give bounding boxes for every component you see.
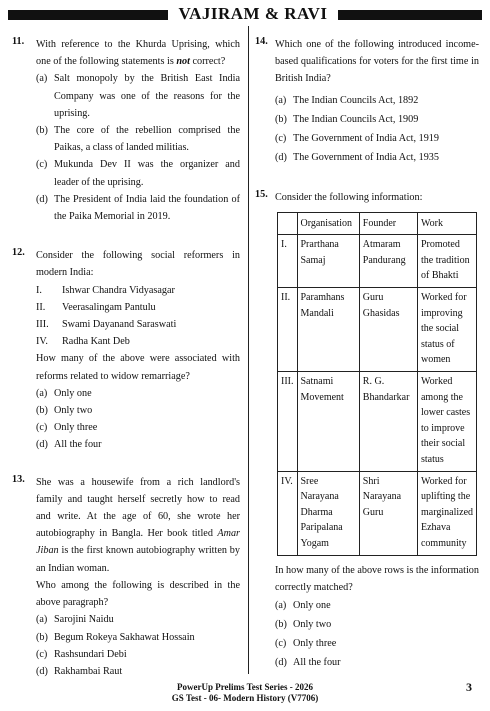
- stem-text: Consider the following information:: [275, 191, 423, 203]
- founder-cell: Shri Narayana Guru: [359, 471, 417, 555]
- book-title: Amar Jiban: [36, 528, 240, 557]
- option-c: (c) Only three: [275, 638, 337, 650]
- header-bar-left: [8, 10, 168, 20]
- list-item: IV. Radha Kant Deb: [36, 336, 130, 348]
- header-bar-right: [338, 10, 482, 20]
- organisation-cell: Paramhans Mandali: [297, 288, 359, 372]
- page-header: [8, 6, 482, 24]
- organisation-cell: Prarthana Samaj: [297, 235, 359, 288]
- question-stem: [36, 36, 240, 225]
- option-d: (d) All the four: [36, 439, 102, 451]
- organisation-cell: Sree Narayana Dharma Paripalana Yogam: [297, 471, 359, 555]
- brand-title: VAJIRAM & RAVI: [178, 4, 328, 23]
- list-item: I. Ishwar Chandra Vidyasagar: [36, 284, 175, 296]
- question-number: 13.: [12, 473, 25, 485]
- question-text: Who among the following is described in the above paragraph?: [36, 579, 240, 609]
- option-d: (d) The Government of India Act, 1935: [275, 151, 439, 163]
- question-12: [12, 247, 240, 453]
- list-item: III. Swami Dayanand Saraswati: [36, 319, 177, 331]
- question-text: In how many of the above rows is the information correctly matched?: [275, 564, 479, 594]
- option-b: (b) Only two: [36, 405, 93, 417]
- question-stem: [275, 36, 479, 167]
- table-row: [278, 288, 477, 372]
- info-table: [277, 212, 477, 556]
- work-cell: Worked among the lower castes to improve their social status: [417, 372, 476, 471]
- option-a: (a) Sarojini Naidu: [36, 614, 114, 626]
- table-header-row: [278, 212, 477, 234]
- option-c: (c) The Government of India Act, 1919: [275, 132, 439, 144]
- question-number: 15.: [255, 188, 268, 200]
- page-number: 3: [466, 680, 472, 694]
- row-number: III.: [278, 372, 298, 471]
- option-d: (d) All the four: [275, 657, 341, 669]
- work-cell: Worked for improving the social status of women: [417, 288, 476, 372]
- column-divider: [248, 26, 249, 674]
- table-header-cell: Work: [417, 212, 476, 234]
- option-a: (a) Salt monopoly by the British East India Company was one of the reasons for the uprising.: [36, 73, 240, 119]
- option-c: (c) Only three: [36, 422, 98, 434]
- table-row: [278, 471, 477, 555]
- stem-text: correct?: [189, 56, 226, 68]
- stem-text: Which one of the following introduced income-based qualifications for voters for the first time in British India?: [275, 39, 479, 85]
- work-cell: Worked for uplifting the marginalized Ezhava community: [417, 471, 476, 555]
- option-b: (b) The Indian Councils Act, 1909: [275, 113, 419, 125]
- question-stem: [36, 474, 240, 680]
- question-13: [12, 474, 240, 680]
- question-stem: [275, 189, 479, 206]
- option-b: (b) Begum Rokeya Sakhawat Hossain: [36, 631, 195, 643]
- question-number: 12.: [12, 247, 25, 259]
- question-11: [12, 36, 240, 225]
- question-number: 14.: [255, 36, 268, 47]
- stem-text: She was a housewife from a rich landlord's family and taught herself secretly how to read and write. At the age of 60, she wrote her autobiography in Bangla. Her book titled: [36, 476, 240, 540]
- option-a: (a) The Indian Councils Act, 1892: [275, 94, 419, 106]
- table-header-cell: Organisation: [297, 212, 359, 234]
- row-number: II.: [278, 288, 298, 372]
- right-column: [255, 36, 479, 690]
- option-b: (b) The core of the rebellion comprised the Paikas, a class of landed militias.: [36, 125, 240, 154]
- option-b: (b) Only two: [275, 619, 332, 631]
- organisation-cell: Satnami Movement: [297, 372, 359, 471]
- page-footer: [0, 682, 490, 704]
- list-item: II. Veerasalingam Pantulu: [36, 301, 156, 313]
- question-14: [255, 36, 479, 167]
- footer-test: GS Test - 06- Modern History (V7706): [171, 693, 319, 703]
- question-15: [255, 189, 479, 673]
- stem-text: is the first known autobiography written by an Indian woman.: [36, 545, 240, 574]
- table-header-cell: Founder: [359, 212, 417, 234]
- question-followup: [275, 562, 479, 672]
- option-c: (c) Rashsundari Debi: [36, 648, 127, 660]
- option-a: (a) Only one: [275, 600, 331, 612]
- row-number: I.: [278, 235, 298, 288]
- work-cell: Promoted the tradition of Bhakti: [417, 235, 476, 288]
- table-row: [278, 235, 477, 288]
- option-d: (d) The President of India laid the foundation of the Paika Memorial in 2019.: [36, 193, 240, 223]
- question-number: 11.: [12, 36, 25, 47]
- founder-cell: R. G. Bhandarkar: [359, 372, 417, 471]
- stem-text: With reference to the Khurda Uprising, which one of the following statements is: [36, 39, 240, 68]
- founder-cell: Guru Ghasidas: [359, 288, 417, 372]
- option-d: (d) Rakhambai Raut: [36, 665, 123, 677]
- option-a: (a) Only one: [36, 387, 92, 399]
- option-c: (c) Mukunda Dev II was the organizer and leader of the uprising.: [36, 159, 240, 188]
- table-header-cell: [278, 212, 298, 234]
- question-text: How many of the above were associated with reforms related to widow remarriage?: [36, 353, 240, 382]
- row-number: IV.: [278, 471, 298, 555]
- footer-series: PowerUp Prelims Test Series - 2026: [176, 682, 314, 692]
- left-column: [12, 36, 240, 698]
- table-row: [278, 372, 477, 471]
- founder-cell: Atmaram Pandurang: [359, 235, 417, 288]
- stem-emphasis: not: [176, 56, 190, 68]
- stem-text: Consider the following social reformers in modern India:: [36, 250, 240, 279]
- question-stem: [36, 247, 240, 453]
